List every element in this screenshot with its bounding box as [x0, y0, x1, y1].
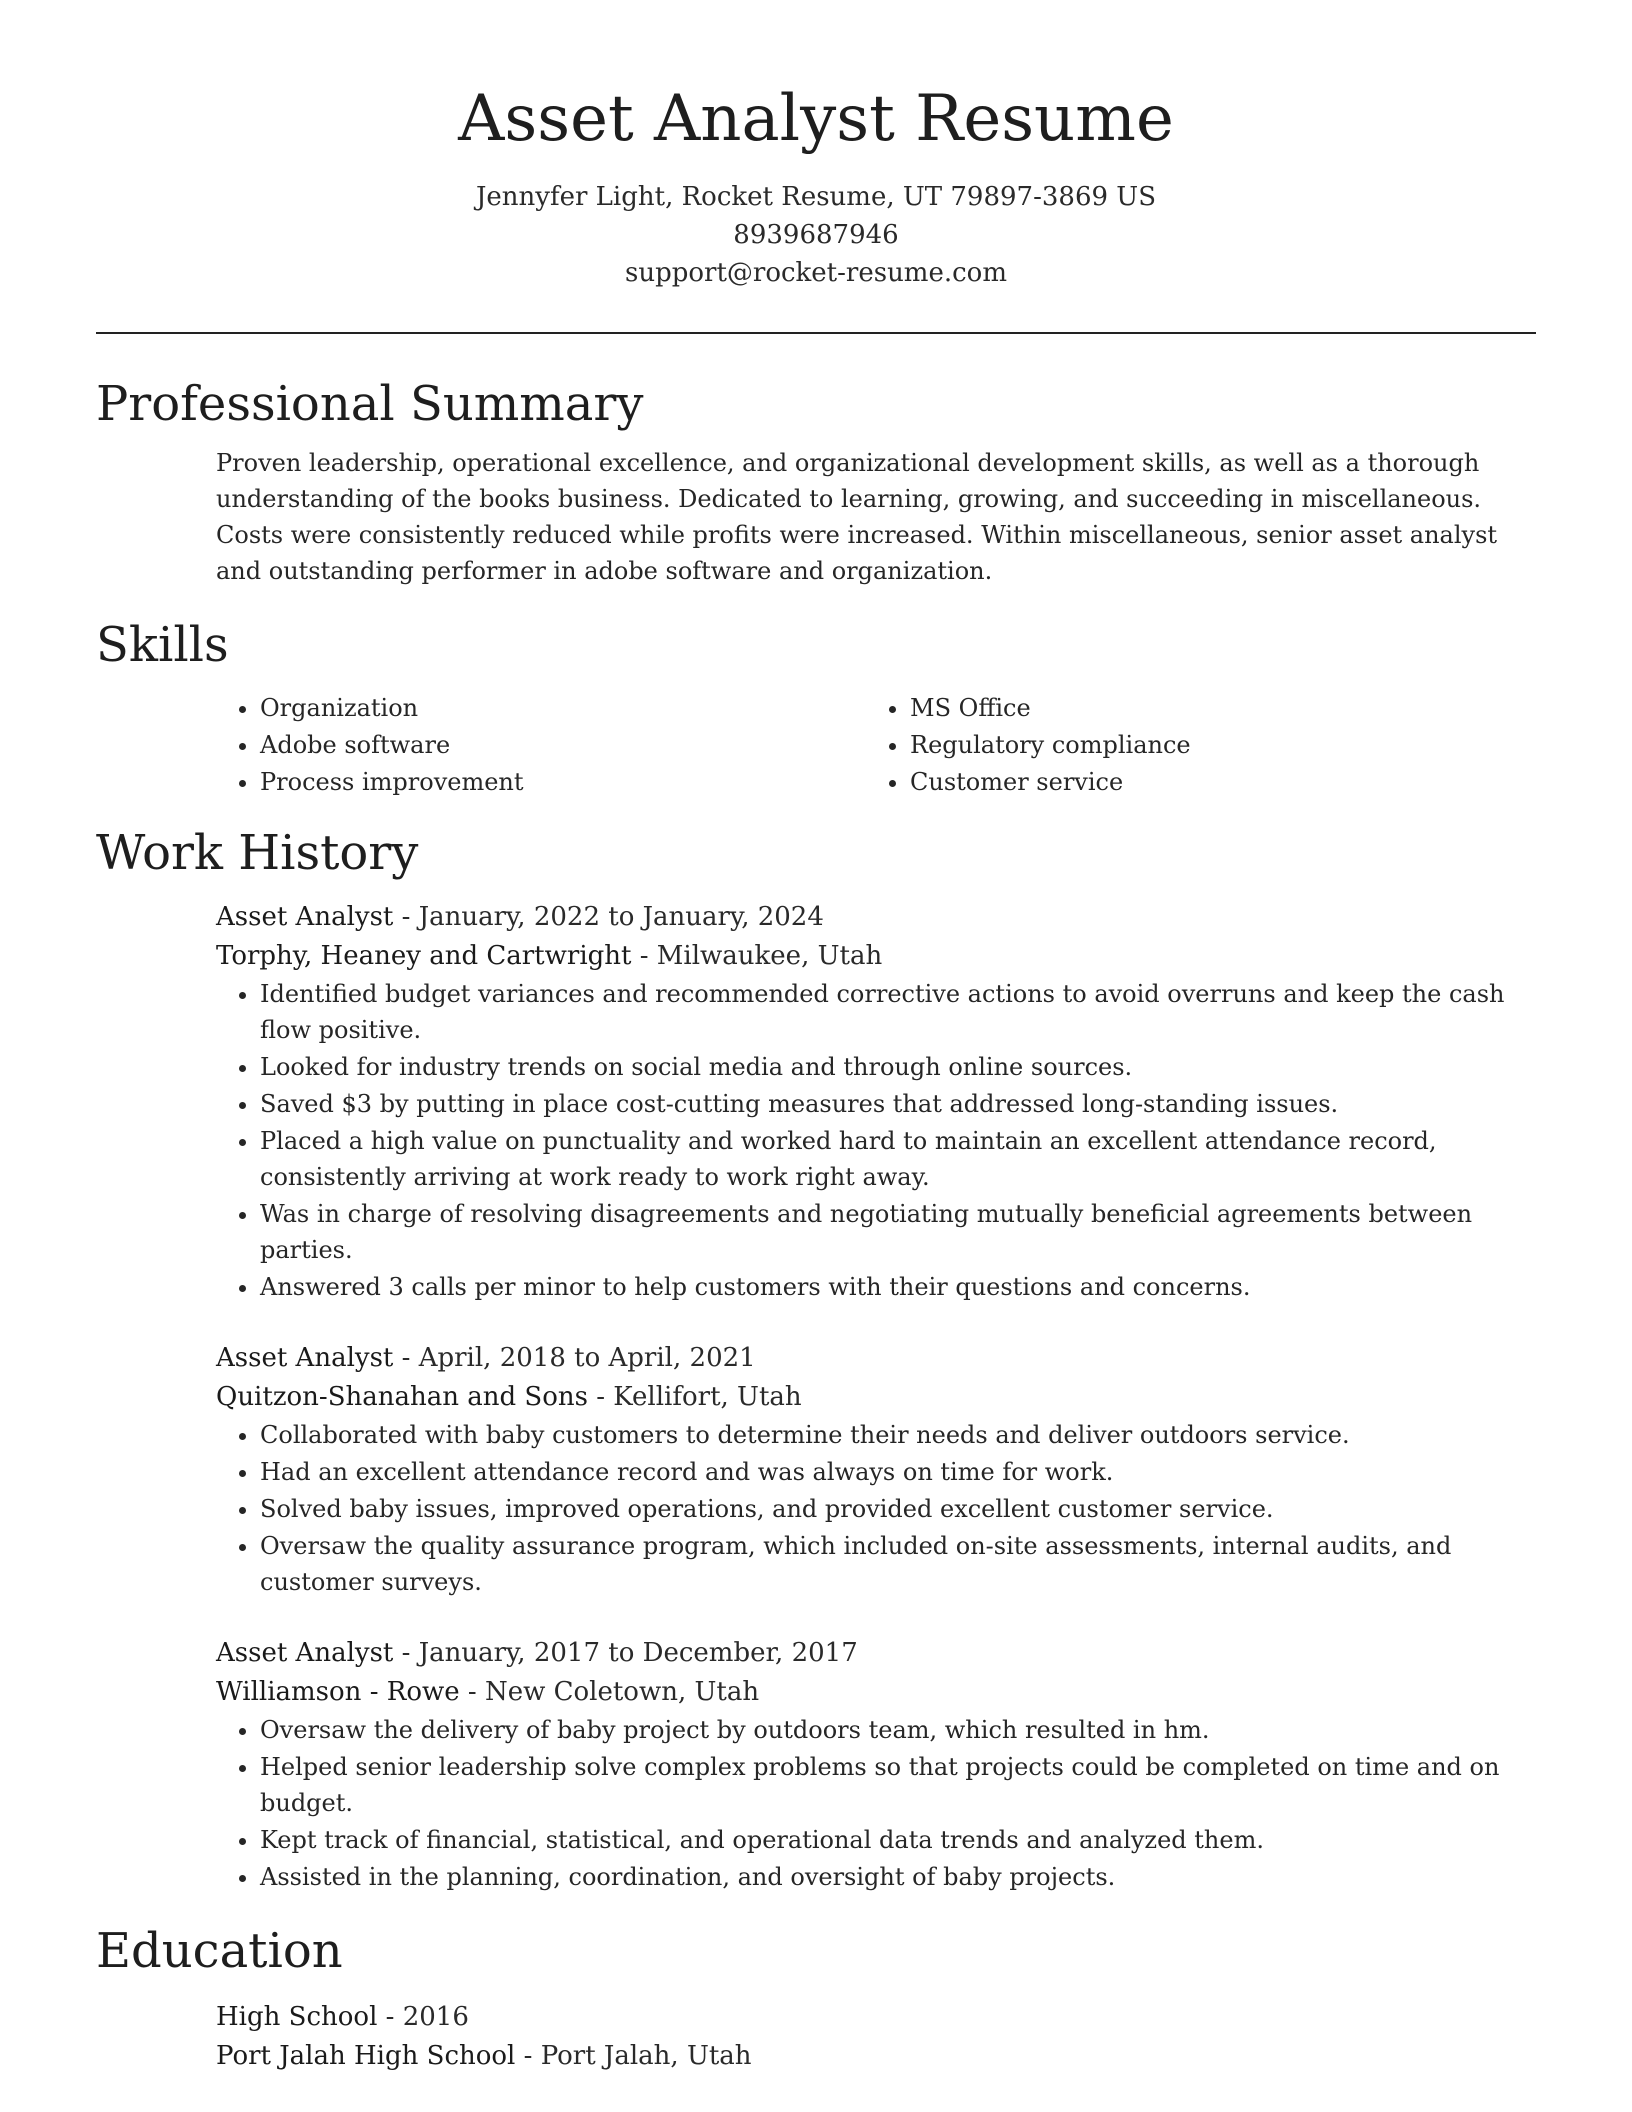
- job-entry: [96, 898, 1536, 1305]
- job-role: Asset Analyst: [216, 1342, 394, 1373]
- education-entry: [96, 1998, 1536, 2076]
- job-role-line: [216, 1634, 1536, 1673]
- job-bullets: [216, 976, 1536, 1305]
- job-location: - Milwaukee, Utah: [631, 940, 883, 971]
- job-bullet: • Assisted in the planning, coordination, and oversight of baby projects.: [260, 1859, 1536, 1895]
- job-bullet: • Oversaw the quality assurance program, which included on-site assessments, internal audits, and customer surveys.: [260, 1528, 1536, 1600]
- job-dates: - January, 2022 to January, 2024: [393, 901, 824, 932]
- education-location: - Port Jalah, Utah: [515, 2040, 752, 2071]
- job-bullets: [216, 1417, 1536, 1600]
- job-bullet: • Answered 3 calls per minor to help customers with their questions and concerns.: [260, 1269, 1536, 1305]
- job-company: Torphy, Heaney and Cartwright: [216, 940, 632, 971]
- skills-column-left: [216, 690, 866, 801]
- job-entry: [96, 1339, 1536, 1600]
- job-bullet: • Was in charge of resolving disagreements and negotiating mutually beneficial agreements between parties.: [260, 1196, 1536, 1268]
- section-title-education: Education: [96, 1922, 343, 1979]
- job-role-line: [216, 1339, 1536, 1378]
- job-bullet: • Kept track of financial, statistical, and operational data trends and analyzed them.: [260, 1822, 1536, 1858]
- skill-item: • Organization: [260, 690, 866, 726]
- job-bullet: • Looked for industry trends on social media and through online sources.: [260, 1049, 1536, 1085]
- job-dates: - April, 2018 to April, 2021: [393, 1342, 756, 1373]
- job-location: - Kellifort, Utah: [587, 1381, 802, 1412]
- education-school: Port Jalah High School: [216, 2040, 516, 2071]
- education-school-line: [216, 2037, 1536, 2076]
- skill-item: • Process improvement: [260, 764, 866, 800]
- contact-block: [96, 178, 1536, 292]
- skills-column-right: [866, 690, 1516, 801]
- header-divider: [96, 332, 1536, 334]
- job-bullet: • Had an excellent attendance record and was always on time for work.: [260, 1454, 1536, 1490]
- job-bullet: • Placed a high value on punctuality and worked hard to maintain an excellent attendance record, consistently arriving at work ready to work right away.: [260, 1123, 1536, 1195]
- education-year: - 2016: [377, 2001, 469, 2032]
- job-dates: - January, 2017 to December, 2017: [393, 1637, 858, 1668]
- job-role-line: [216, 898, 1536, 937]
- job-company-line: [216, 1378, 1536, 1417]
- skill-item: • Regulatory compliance: [910, 727, 1516, 763]
- job-company: Quitzon-Shanahan and Sons: [216, 1381, 588, 1412]
- job-bullets: [216, 1712, 1536, 1895]
- job-bullet: • Solved baby issues, improved operations, and provided excellent customer service.: [260, 1491, 1536, 1527]
- job-role: Asset Analyst: [216, 1637, 394, 1668]
- section-title-work-history: Work History: [96, 824, 419, 881]
- contact-address: Jennyfer Light, Rocket Resume, UT 79897-3869 US: [475, 182, 1157, 213]
- job-role: Asset Analyst: [216, 901, 394, 932]
- job-bullet: • Saved $3 by putting in place cost-cutting measures that addressed long-standing issues.: [260, 1086, 1536, 1122]
- resume-header: [96, 0, 1536, 292]
- summary-text: Proven leadership, operational excellence, and organizational development skills, as well as a thorough understanding of the books business. Dedicated to learning, growing, and succeeding in miscellaneous. Costs were consistently reduced while profits were increased. Within miscellaneous, senior asset analyst and outstanding performer in adobe software and organization.: [216, 449, 1498, 586]
- job-company: Williamson - Rowe: [216, 1676, 460, 1707]
- skill-item: • Customer service: [910, 764, 1516, 800]
- job-bullet: • Helped senior leadership solve complex problems so that projects could be completed on time and on budget.: [260, 1749, 1536, 1821]
- job-location: - New Coletown, Utah: [459, 1676, 760, 1707]
- job-company-line: [216, 937, 1536, 976]
- section-title-skills: Skills: [96, 617, 229, 674]
- education-degree-line: [216, 1998, 1536, 2037]
- page-title: Asset Analyst Resume: [458, 82, 1174, 156]
- skills-list: [96, 690, 1536, 801]
- section-title-summary: Professional Summary: [96, 376, 644, 433]
- job-bullet: • Identified budget variances and recommended corrective actions to avoid overruns and keep the cash flow positive.: [260, 976, 1536, 1048]
- job-bullet: • Collaborated with baby customers to determine their needs and deliver outdoors service.: [260, 1417, 1536, 1453]
- job-company-line: [216, 1673, 1536, 1712]
- education-degree: High School: [216, 2001, 378, 2032]
- contact-phone: 8939687946: [733, 220, 899, 251]
- job-entry: [96, 1634, 1536, 1895]
- skill-item: • MS Office: [910, 690, 1516, 726]
- job-bullet: • Oversaw the delivery of baby project by outdoors team, which resulted in hm.: [260, 1712, 1536, 1748]
- contact-email: support@rocket-resume.com: [624, 258, 1007, 289]
- skill-item: • Adobe software: [260, 727, 866, 763]
